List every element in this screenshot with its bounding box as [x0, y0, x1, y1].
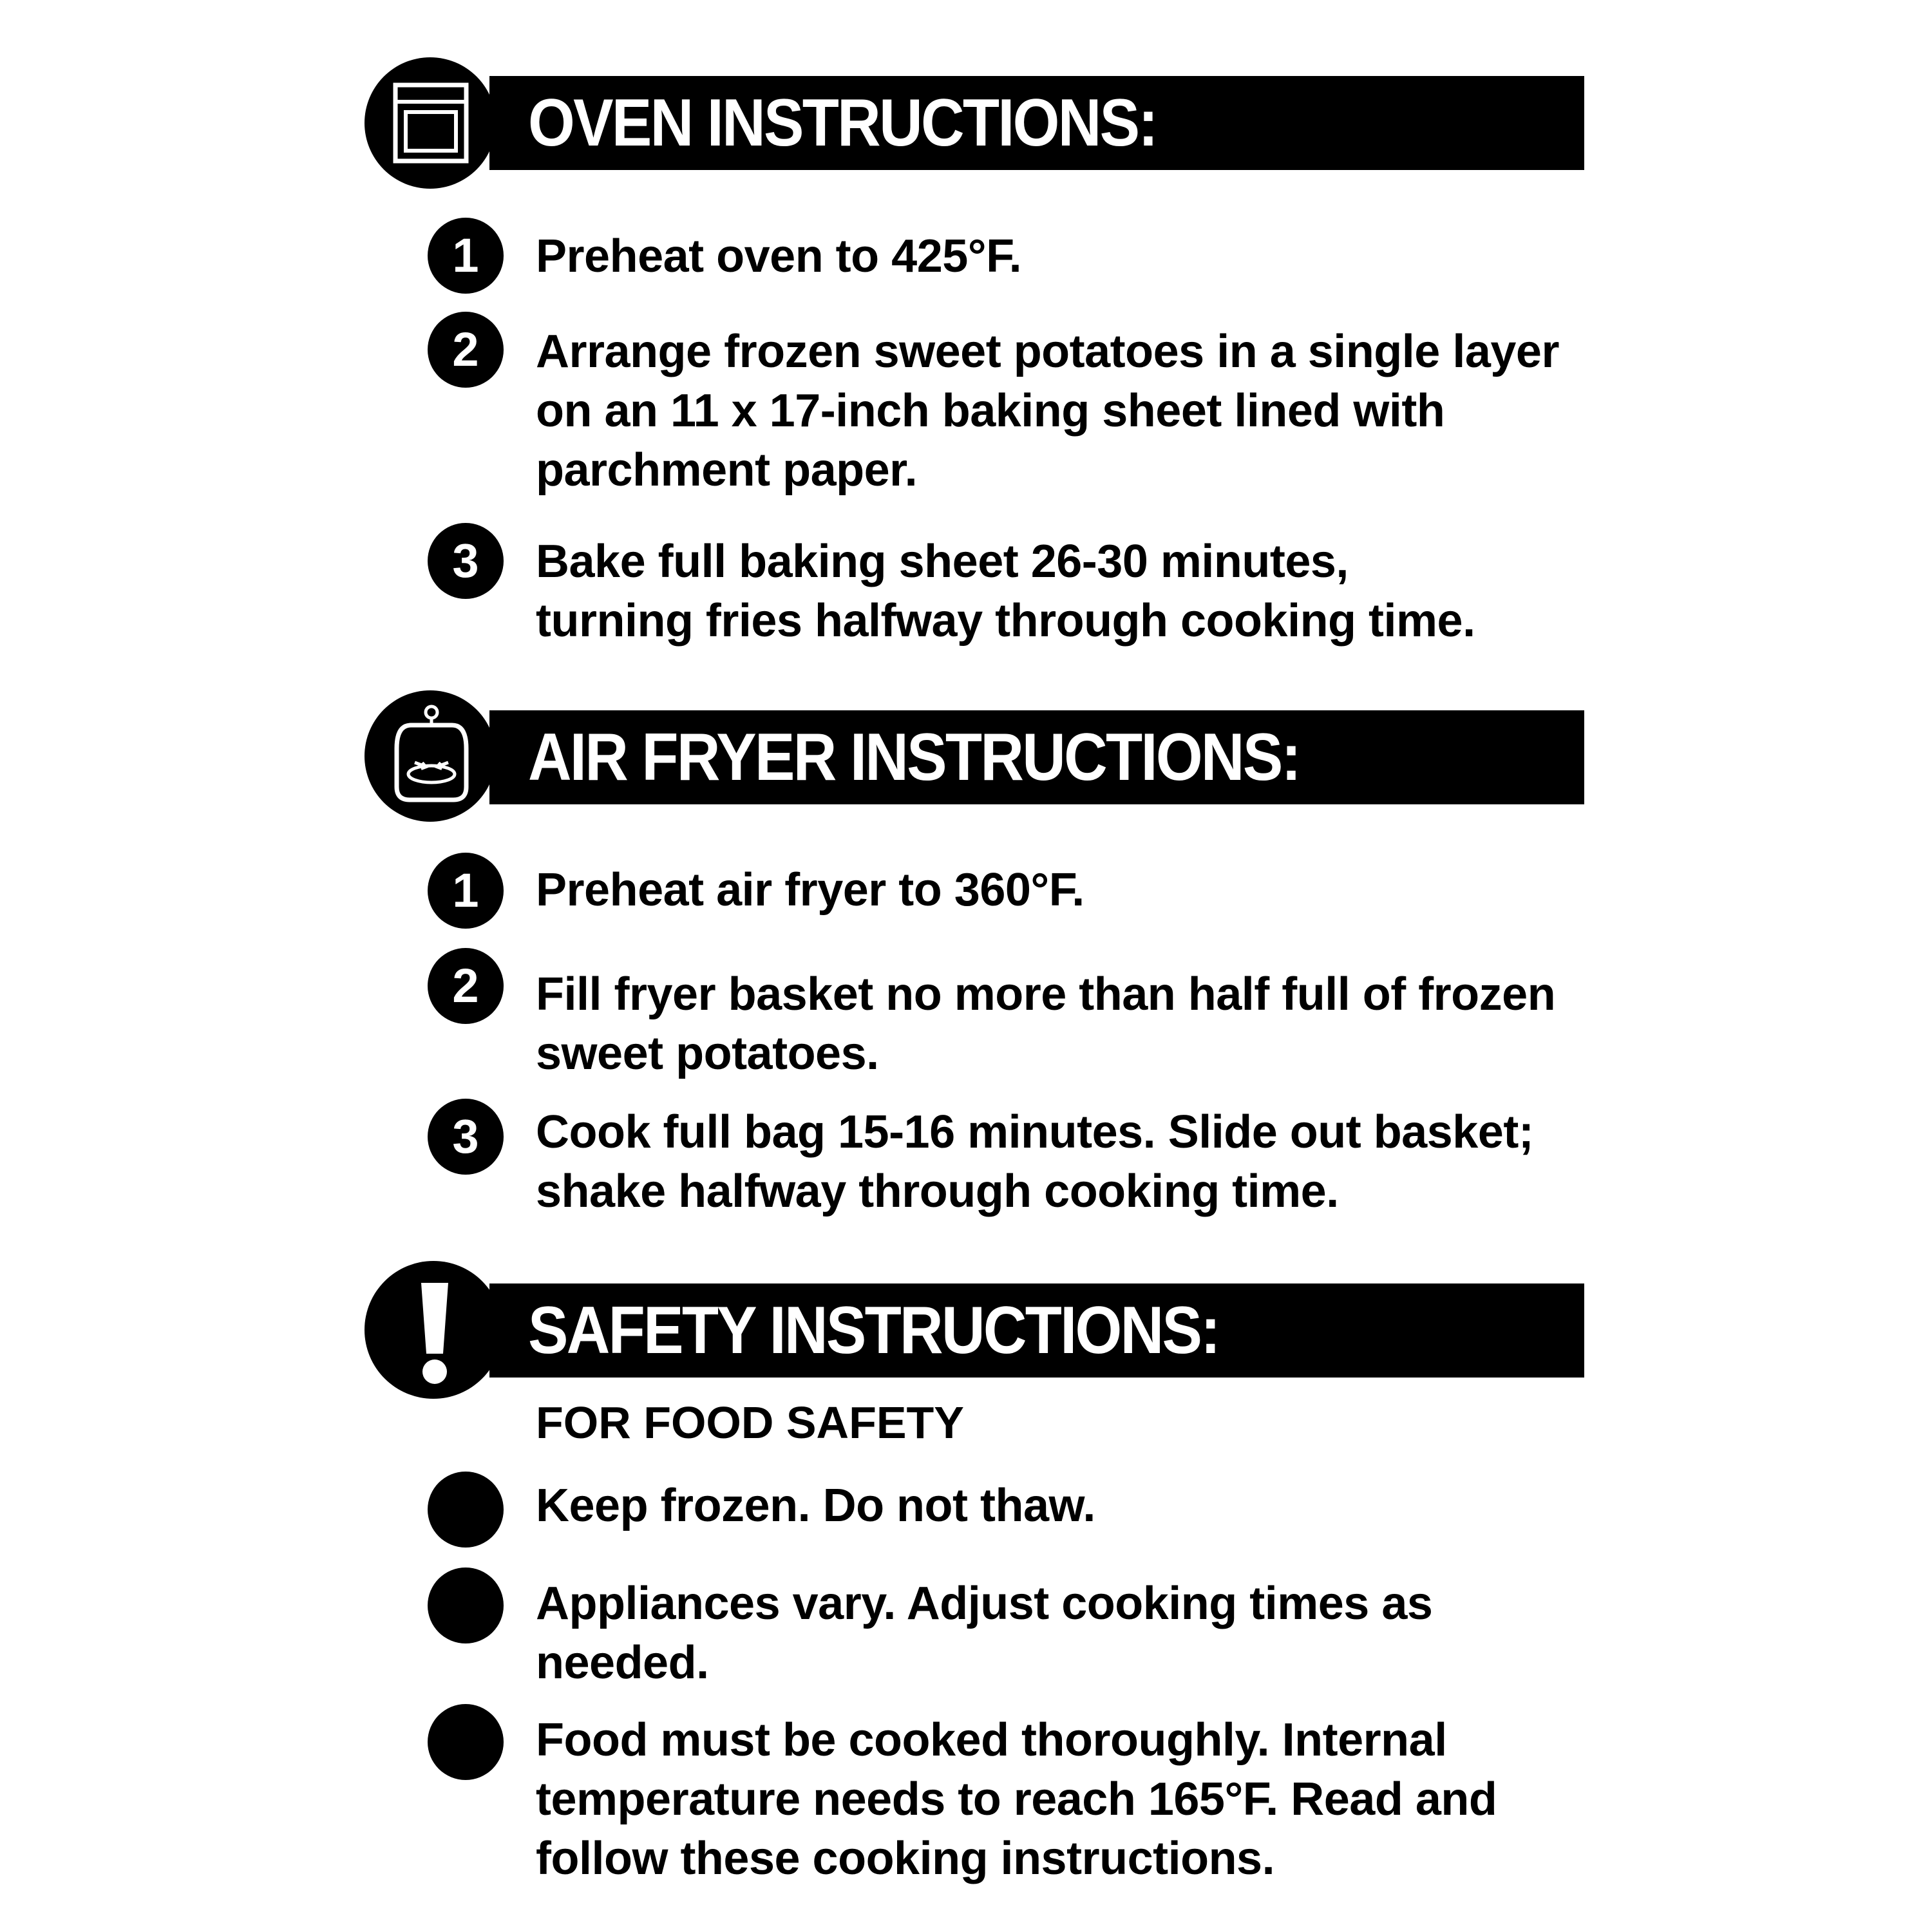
oven-step-1-badge: 1	[428, 218, 504, 294]
safety-item-1-bullet	[428, 1472, 504, 1548]
safety-item-2-bullet	[428, 1567, 504, 1643]
oven-title: OVEN INSTRUCTIONS:	[528, 86, 1157, 160]
air-fryer-step-3-badge: 3	[428, 1099, 504, 1175]
air-fryer-step-1-badge: 1	[428, 853, 504, 929]
safety-item-1-text: Keep frozen. Do not thaw.	[536, 1480, 1095, 1531]
exclamation-icon	[419, 1283, 451, 1386]
oven-step-2-badge: 2	[428, 312, 504, 388]
air-fryer-step-2-text: Fill fryer basket no more than half full of frozen sweet potatoes.	[536, 969, 1556, 1079]
air-fryer-step-2-badge: 2	[428, 948, 504, 1024]
air-fryer-icon	[392, 703, 471, 806]
air-fryer-step-1-text: Preheat air fryer to 360°F.	[536, 864, 1084, 916]
oven-step-3-text: Bake full baking sheet 26-30 minutes, turning fries halfway through cooking time.	[536, 536, 1475, 647]
oven-icon	[390, 82, 471, 164]
safety-item-3-bullet	[428, 1704, 504, 1780]
oven-step-2-text: Arrange frozen sweet potatoes in a single layer on an 11 x 17-inch baking sheet lined with parchment paper.	[536, 326, 1559, 496]
oven-step-3-badge: 3	[428, 523, 504, 599]
safety-item-2-text: Appliances vary. Adjust cooking times as needed.	[536, 1578, 1433, 1689]
food-safety-subheading: FOR FOOD SAFETY	[536, 1397, 964, 1448]
safety-item-3-text: Food must be cooked thoroughly. Internal temperature needs to reach 165°F. Read and follow these cooking instructions.	[536, 1714, 1497, 1884]
oven-step-1-text: Preheat oven to 425°F.	[536, 231, 1022, 282]
air-fryer-step-3-text: Cook full bag 15-16 minutes. Slide out basket; shake halfway through cooking time.	[536, 1106, 1534, 1217]
safety-title: SAFETY INSTRUCTIONS:	[528, 1293, 1219, 1368]
air-fryer-title: AIR FRYER INSTRUCTIONS:	[528, 720, 1300, 795]
